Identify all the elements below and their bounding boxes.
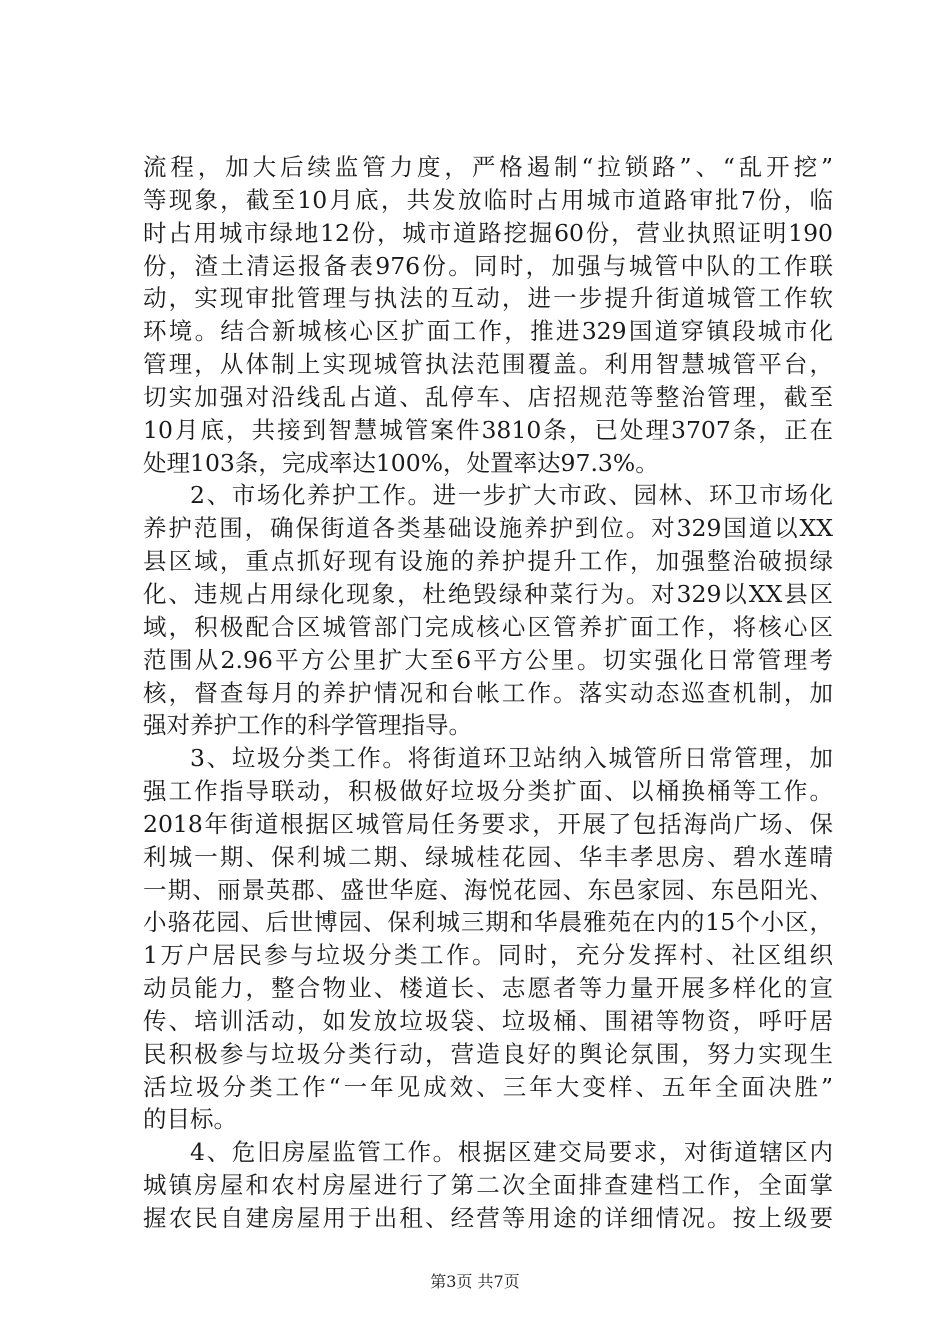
text-line: 流程，加大后续监管力度，严格遏制“拉锁路”、“乱开挖” bbox=[143, 153, 833, 181]
text-line: 核，督查每月的养护情况和台帐工作。落实动态巡查机制，加 bbox=[143, 678, 833, 707]
text-line: 域，积极配合区城管部门完成核心区管养扩面工作，将核心区 bbox=[143, 612, 833, 641]
text-line: 传、培训活动，如发放垃圾袋、垃圾桶、围裙等物资，呼吁居 bbox=[143, 1006, 833, 1035]
text-line: 强工作指导联动，积极做好垃圾分类扩面、以桶换桶等工作。 bbox=[143, 777, 833, 806]
text-line: 活垃圾分类工作“一年见成效、三年大变样、五年全面决胜” bbox=[143, 1072, 833, 1101]
text-line: 10月底，共接到智慧城管案件3810条，已处理3707条，正在 bbox=[143, 415, 833, 444]
text-line: 动员能力，整合物业、楼道长、志愿者等力量开展多样化的宣 bbox=[143, 974, 833, 1003]
text-line: 利城一期、保利城二期、绿城桂花园、华丰孝思房、碧水莲晴 bbox=[143, 842, 833, 871]
text-line: 民积极参与垃圾分类行动，营造良好的舆论氛围，努力实现生 bbox=[143, 1039, 833, 1068]
text-line: 范围从2.96平方公里扩大至6平方公里。切实强化日常管理考 bbox=[143, 645, 833, 674]
text-line: 小骆花园、后世博园、保利城三期和华晨雅苑在内的15个小区， bbox=[143, 908, 833, 937]
document-body bbox=[143, 151, 833, 1235]
text-line: 县区域，重点抓好现有设施的养护提升工作，加强整治破损绿 bbox=[143, 547, 833, 576]
paragraph-first-line: 3、垃圾分类工作。将街道环卫站纳入城管所日常管理，加 bbox=[190, 744, 833, 773]
paragraph-first-line: 4、危旧房屋监管工作。根据区建交局要求，对街道辖区内 bbox=[190, 1138, 833, 1167]
text-line: 等现象，截至10月底，共发放临时占用城市道路审批7份，临 bbox=[143, 185, 833, 214]
text-line: 时占用城市绿地12份，城市道路挖掘60份，营业执照证明190 bbox=[143, 218, 833, 247]
text-line: 动，实现审批管理与执法的互动，进一步提升街道城管工作软 bbox=[143, 284, 833, 313]
text-line: 城镇房屋和农村房屋进行了第二次全面排查建档工作，全面掌 bbox=[143, 1171, 833, 1200]
text-line: 份，渣土清运报备表976份。同时，加强与城管中队的工作联 bbox=[143, 251, 833, 280]
text-line: 养护范围，确保街道各类基础设施养护到位。对329国道以XX bbox=[143, 514, 833, 543]
text-line: 化、违规占用绿化现象，杜绝毁绿种菜行为。对329以XX县区 bbox=[143, 579, 833, 608]
text-line: 握农民自建房屋用于出租、经营等用途的详细情况。按上级要 bbox=[143, 1204, 833, 1232]
text-line: 切实加强对沿线乱占道、乱停车、店招规范等整治管理，截至 bbox=[143, 382, 833, 411]
text-line: 处理103条，完成率达100%，处置率达97.3%。 bbox=[143, 448, 659, 477]
paragraph-first-line: 2、市场化养护工作。进一步扩大市政、园林、环卫市场化 bbox=[190, 481, 833, 510]
text-line: 强对养护工作的科学管理指导。 bbox=[143, 711, 472, 740]
text-line: 2018年街道根据区城管局任务要求，开展了包括海尚广场、保 bbox=[143, 809, 833, 838]
text-line: 环境。结合新城核心区扩面工作，推进329国道穿镇段城市化 bbox=[143, 317, 833, 346]
text-line: 的目标。 bbox=[143, 1105, 237, 1134]
text-line: 管理，从体制上实现城管执法范围覆盖。利用智慧城管平台， bbox=[143, 350, 833, 379]
text-line: 1万户居民参与垃圾分类工作。同时，充分发挥村、社区组织 bbox=[143, 941, 833, 970]
text-line: 一期、丽景英郡、盛世华庭、海悦花园、东邑家园、东邑阳光、 bbox=[143, 875, 833, 904]
page-number-footer: 第3页 共7页 bbox=[430, 1272, 520, 1291]
